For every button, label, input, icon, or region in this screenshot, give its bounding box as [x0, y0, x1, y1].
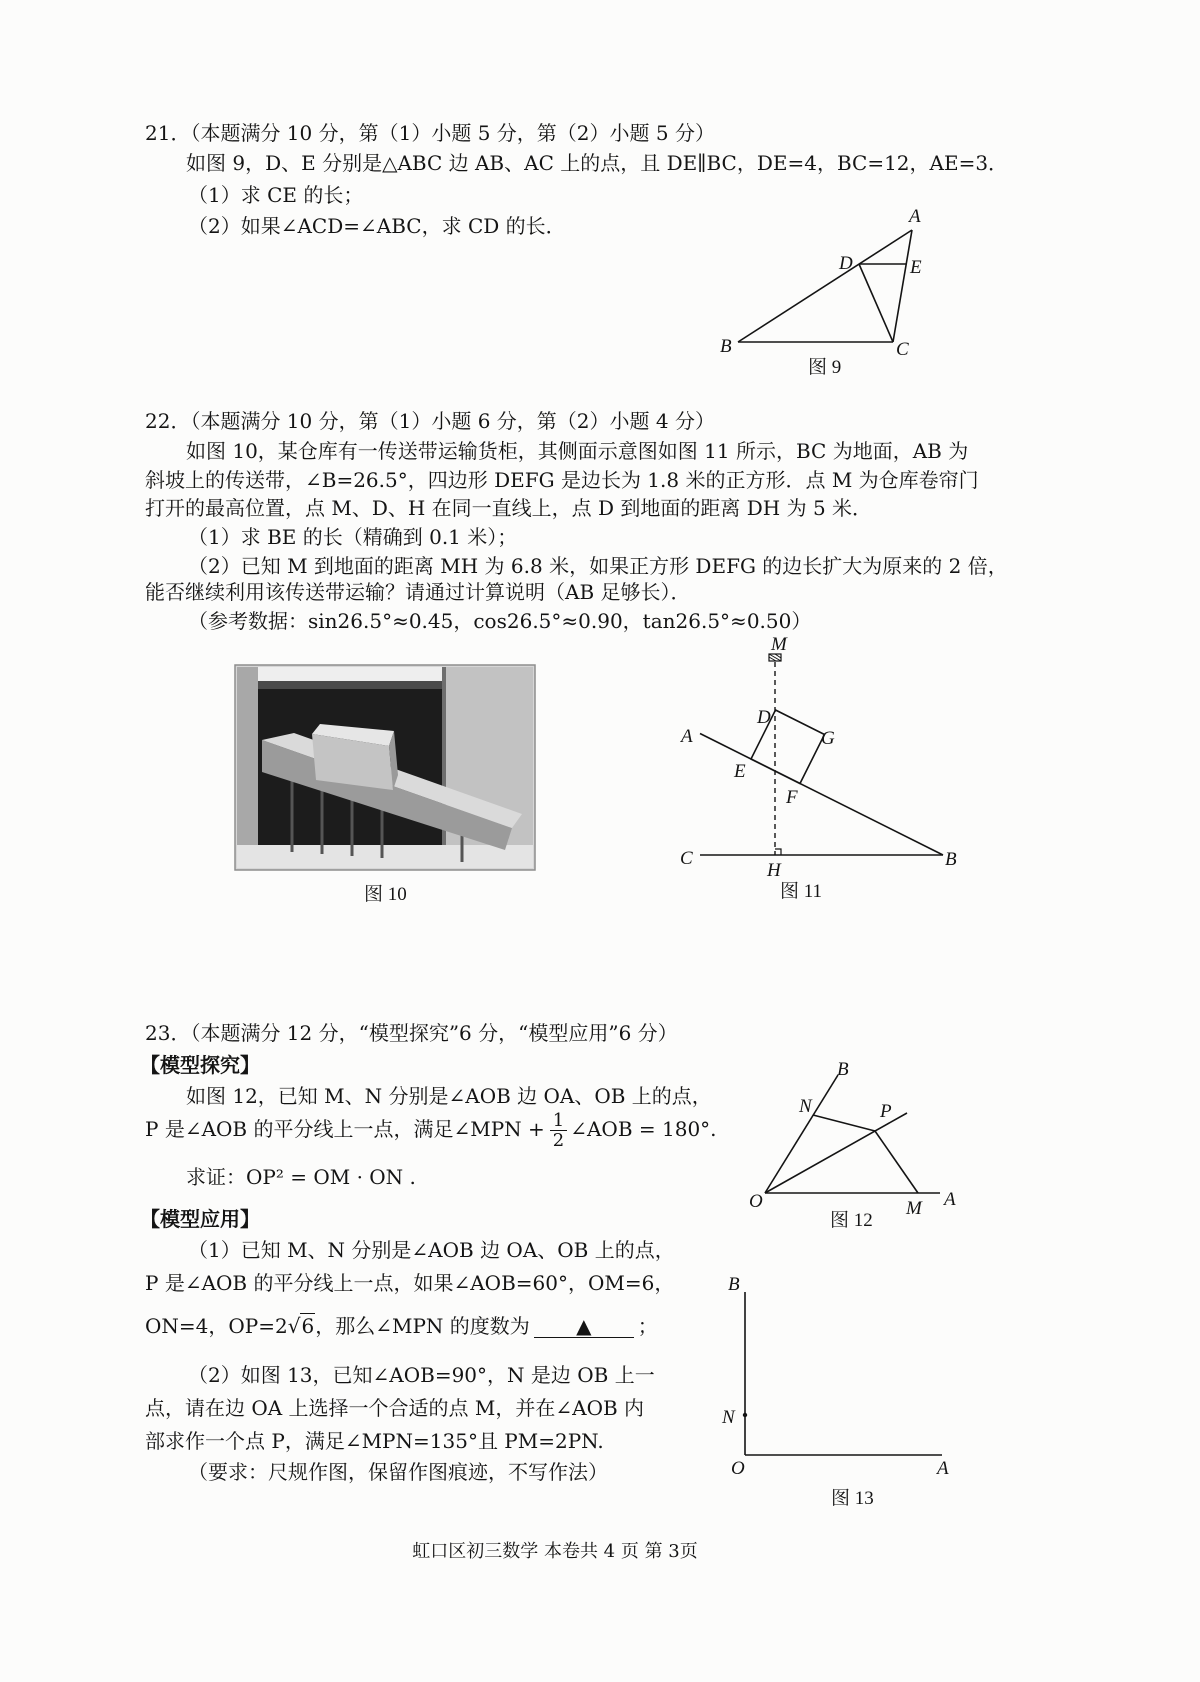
- sqrt-symbol: √: [287, 1314, 301, 1338]
- label-b: B: [728, 1274, 740, 1295]
- explore-line-1: 如图 12，已知 M、N 分别是∠AOB 边 OA、OB 上的点，: [186, 1084, 712, 1108]
- q22-part2-line-2: 能否继续利用该传送带运输？请通过计算说明（AB 足够长）．: [145, 580, 691, 604]
- wall-left: [237, 667, 258, 868]
- label-n: N: [722, 1407, 735, 1428]
- q22-part2-line-1: （2）已知 M 到地面的距离 MH 为 6.8 米，如果正方形 DEFG 的边长扩大为原来的 2 倍，: [188, 554, 1008, 578]
- figure-12: [735, 1055, 965, 1235]
- apply-p1-line-3-end: ；: [637, 1314, 658, 1338]
- label-c: C: [680, 848, 693, 869]
- q22-stem-line-2: 斜坡上的传送带，∠B=26.5°，四边形 DEFG 是边长为 1.8 米的正方形．点 M 为仓库卷帘门: [145, 468, 979, 492]
- q23-header: 23．（本题满分 12 分，“模型探究”6 分，“模型应用”6 分）: [145, 1021, 678, 1045]
- label-h: H: [767, 860, 781, 881]
- q22-part1: （1）求 BE 的长（精确到 0.1 米）；: [188, 525, 518, 549]
- figure-9: [700, 195, 960, 385]
- door-marker-m: [769, 654, 781, 661]
- segment-ac: [893, 230, 912, 342]
- label-b: B: [837, 1059, 849, 1080]
- q21-part1: （1）求 CE 的长；: [188, 183, 364, 207]
- q22-stem-line-3: 打开的最高位置，点 M、D、H 在同一直线上，点 D 到地面的距离 DH 为 5 米．: [145, 496, 873, 520]
- segment-dc: [859, 264, 893, 342]
- label-b: B: [945, 849, 957, 870]
- point-n: [743, 1413, 747, 1417]
- apply-p1-line-2: P 是∠AOB 的平分线上一点，如果∠AOB=60°，OM=6，: [145, 1271, 675, 1295]
- explore-line-2-suffix: ∠AOB = 180°.: [570, 1117, 717, 1141]
- apply-p1-line-3-mid: ，那么∠MPN 的度数为: [315, 1314, 530, 1338]
- fraction-denominator: 2: [552, 1130, 565, 1151]
- q21-stem: 如图 9，D、E 分别是△ABC 边 AB、AC 上的点，且 DE∥BC，DE=4，BC=12，AE=3．: [186, 151, 1009, 175]
- figure-9-caption: 图 9: [808, 357, 842, 378]
- explore-line-2: [145, 1111, 717, 1150]
- figure-11: [665, 630, 965, 910]
- q21-header: 21．（本题满分 10 分，第（1）小题 5 分，第（2）小题 5 分）: [145, 121, 715, 145]
- q22-header: 22．（本题满分 10 分，第（1）小题 6 分，第（2）小题 4 分）: [145, 409, 715, 433]
- label-o: O: [749, 1191, 763, 1212]
- q22-reference-data: （参考数据：sin26.5°≈0.45，cos26.5°≈0.90，tan26.5°≈0.50）: [188, 609, 812, 633]
- ground: [237, 845, 533, 868]
- apply-p2-line-1: （2）如图 13，已知∠AOB=90°，N 是边 OB 上一: [188, 1363, 655, 1387]
- label-g: G: [821, 728, 835, 749]
- door-header: [258, 681, 442, 689]
- label-n: N: [799, 1096, 812, 1117]
- explore-prove: 求证：OP² = OM · ON .: [186, 1165, 416, 1189]
- label-p: P: [880, 1101, 892, 1122]
- right-angle-mark: [775, 849, 781, 855]
- label-e: E: [910, 257, 922, 278]
- label-b: B: [720, 336, 732, 357]
- ray-ob: [765, 1075, 838, 1193]
- segment-np: [813, 1115, 875, 1131]
- label-c: C: [896, 339, 909, 360]
- answer-blank: ▲: [534, 1315, 634, 1338]
- figure-13: [710, 1265, 960, 1510]
- apply-p2-line-3: 部求作一个点 P，满足∠MPN=135°且 PM=2PN.: [145, 1429, 604, 1453]
- segment-ab: [700, 734, 943, 856]
- angle-bisector: [765, 1113, 907, 1193]
- figure-13-caption: 图 13: [831, 1488, 874, 1509]
- page-footer: 虹口区初三数学 本卷共 4 页 第 3页: [412, 1541, 698, 1562]
- figure-11-caption: 图 11: [780, 881, 823, 902]
- model-explore-title: 【模型探究】: [140, 1053, 260, 1077]
- fraction-numerator: 1: [550, 1111, 567, 1131]
- label-a: A: [944, 1189, 956, 1210]
- explore-line-2-prefix: P 是∠AOB 的平分线上一点，满足∠MPN +: [145, 1117, 545, 1141]
- apply-requirement: （要求：尺规作图，保留作图痕迹，不写作法）: [188, 1460, 608, 1484]
- figure-10: [230, 660, 540, 910]
- label-d: D: [839, 253, 853, 274]
- label-a: A: [909, 206, 921, 227]
- figure-12-caption: 图 12: [830, 1210, 873, 1231]
- label-a: A: [937, 1458, 949, 1479]
- apply-p2-line-2: 点，请在边 OA 上选择一个合适的点 M，并在∠AOB 内: [145, 1396, 645, 1420]
- fraction-one-half: [550, 1111, 567, 1150]
- label-o: O: [731, 1458, 745, 1479]
- model-apply-title: 【模型应用】: [140, 1207, 260, 1231]
- label-d: D: [757, 707, 771, 728]
- segment-pm: [875, 1131, 918, 1193]
- figure-10-caption: 图 10: [364, 884, 407, 905]
- sqrt-radicand: 6: [301, 1314, 315, 1338]
- q21-part2: （2）如果∠ACD=∠ABC，求 CD 的长．: [188, 214, 566, 238]
- apply-p1-line-3: [145, 1314, 658, 1338]
- apply-p1-line-1: （1）已知 M、N 分别是∠AOB 边 OA、OB 上的点，: [188, 1238, 675, 1262]
- apply-p1-line-3-prefix: ON=4，OP=2: [145, 1314, 288, 1338]
- label-f: F: [786, 787, 798, 808]
- label-m: M: [906, 1198, 922, 1219]
- label-a: A: [681, 726, 693, 747]
- label-m: M: [771, 634, 787, 655]
- label-e: E: [734, 761, 746, 782]
- q22-stem-line-1: 如图 10，某仓库有一传送带运输货柜，其侧面示意图如图 11 所示，BC 为地面，AB 为: [186, 439, 969, 463]
